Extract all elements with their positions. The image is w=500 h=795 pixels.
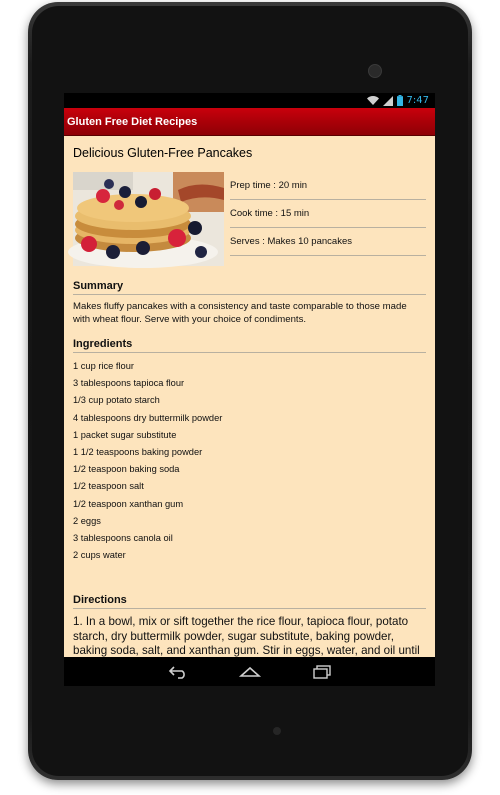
ingredient-item: 3 tablespoons tapioca flour — [73, 378, 185, 389]
directions-text: 1. In a bowl, mix or sift together the rice flour, tapioca flour, potato starch, dry buttermilk powder, sugar substitute, baking powder, baking soda, salt, and xanthan gum. Stir in eggs, water, and oil until — [73, 615, 420, 658]
serves: Serves : Makes 10 pancakes — [230, 228, 426, 256]
ingredient-item: 1/2 teaspoon xanthan gum — [73, 498, 184, 509]
back-icon[interactable] — [166, 662, 190, 682]
ingredient-item: 4 tablespoons dry buttermilk powder — [73, 412, 223, 423]
ingredients-section — [73, 338, 426, 564]
ingredient-item: 1 cup rice flour — [73, 361, 134, 371]
wifi-icon — [367, 96, 379, 106]
ingredient-item: 1/2 teaspoon baking soda — [73, 464, 180, 475]
app-title: Gluten Free Diet Recipes — [67, 115, 198, 128]
ingredient-item: 1 packet sugar substitute — [73, 429, 177, 440]
recipe-content[interactable] — [64, 136, 435, 657]
recipe-info — [230, 172, 426, 266]
ingredients-heading: Ingredients — [73, 338, 426, 353]
status-bar — [64, 93, 435, 108]
app-bar — [64, 108, 435, 136]
recipe-header — [73, 172, 426, 266]
signal-icon — [383, 96, 393, 106]
recents-icon[interactable] — [310, 662, 334, 682]
navigation-bar — [64, 657, 435, 686]
prep-time: Prep time : 20 min — [230, 172, 426, 200]
ingredient-item: 2 cups water — [73, 550, 126, 561]
status-time: 7:47 — [406, 95, 429, 106]
summary-section — [73, 280, 426, 326]
pancake-photo — [73, 172, 224, 266]
ingredient-item: 1 1/2 teaspoons baking powder — [73, 446, 203, 457]
cook-time: Cook time : 15 min — [230, 200, 426, 228]
screen — [64, 93, 435, 686]
battery-icon — [397, 95, 403, 106]
recipe-title: Delicious Gluten-Free Pancakes — [73, 146, 253, 160]
device-sensor — [273, 727, 281, 735]
ingredients-list — [73, 358, 426, 564]
ingredient-item: 1/2 teaspoon salt — [73, 481, 144, 492]
ingredient-item: 3 tablespoons canola oil — [73, 532, 173, 543]
ingredient-item: 1/3 cup potato starch — [73, 395, 160, 406]
summary-heading: Summary — [73, 280, 426, 295]
summary-text: Makes fluffy pancakes with a consistency and taste comparable to those made with wheat flour. Serve with your choice of condiments. — [73, 301, 407, 325]
home-icon[interactable] — [238, 662, 262, 682]
ingredient-item: 2 eggs — [73, 515, 101, 526]
front-camera — [368, 64, 382, 78]
directions-heading: Directions — [73, 594, 426, 609]
